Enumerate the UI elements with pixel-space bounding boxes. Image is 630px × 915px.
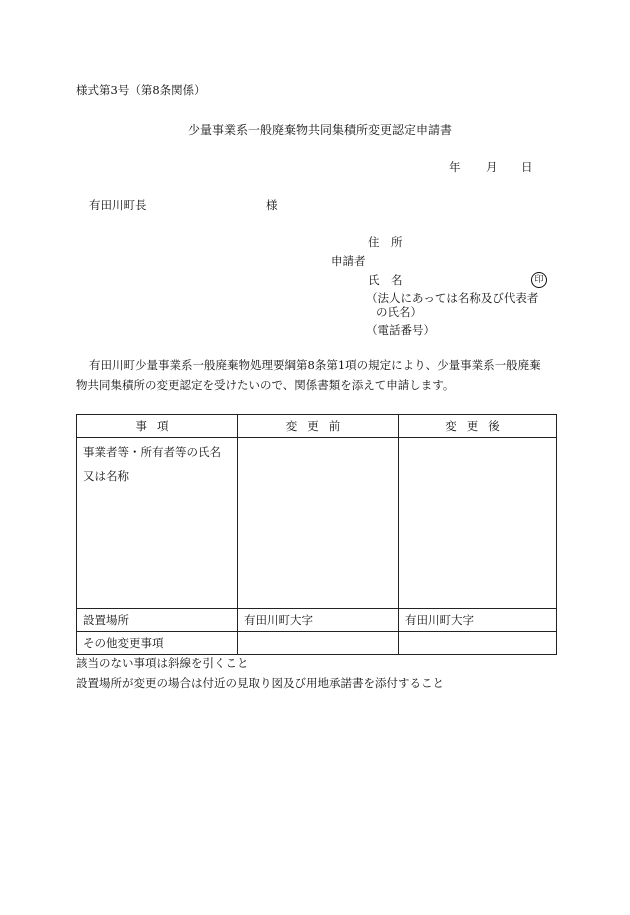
date-year-label: 年	[449, 160, 461, 174]
seal-mark	[531, 272, 547, 288]
table-row	[77, 609, 557, 632]
document-title: 少量事業系一般廃棄物共同集積所変更認定申請書	[188, 123, 453, 137]
row-item-owner-name: 事業者等・所有者等の氏名又は名称	[77, 438, 238, 609]
date-day-label: 日	[521, 160, 533, 174]
header-item: 事項	[77, 415, 238, 438]
seal-icon: 印	[531, 272, 547, 288]
body-text-line2: 物共同集積所の変更認定を受けたいので、関係書類を添えて申請します。	[76, 378, 455, 392]
row-before-owner-name[interactable]	[238, 438, 399, 609]
row-before-other[interactable]	[238, 632, 399, 655]
note-2: 設置場所が変更の場合は付近の見取り図及び用地承諾書を添付すること	[76, 676, 444, 690]
header-before: 変更前	[238, 415, 399, 438]
addressee-name: 有田川町長	[89, 198, 147, 212]
body-text-line1: 有田川町少量事業系一般廃棄物処理要綱第8条第1項の規定により、少量事業系一般廃棄	[89, 358, 541, 372]
row-item-location: 設置場所	[77, 609, 238, 632]
addressee-honorific: 様	[266, 198, 278, 212]
applicant-label: 申請者	[331, 254, 366, 268]
row-after-location[interactable]: 有田川町大字	[399, 609, 557, 632]
row-item-other: その他変更事項	[77, 632, 238, 655]
phone-label: （電話番号）	[366, 323, 435, 337]
table-row	[77, 632, 557, 655]
change-details-table	[76, 414, 557, 655]
row-after-other[interactable]	[399, 632, 557, 655]
header-after: 変更後	[399, 415, 557, 438]
corporate-note-line2: の氏名）	[376, 305, 422, 319]
applicant-address-label: 住 所	[368, 235, 403, 249]
row-before-location[interactable]: 有田川町大字	[238, 609, 399, 632]
table-row	[77, 438, 557, 609]
date-month-label: 月	[486, 160, 498, 174]
table-header-row	[77, 415, 557, 438]
corporate-note-line1: （法人にあっては名称及び代表者	[366, 291, 539, 305]
row-after-owner-name[interactable]	[399, 438, 557, 609]
form-number: 様式第3号（第8条関係）	[76, 83, 206, 97]
applicant-name-label: 氏 名	[368, 273, 403, 287]
note-1: 該当のない事項は斜線を引くこと	[76, 656, 249, 670]
